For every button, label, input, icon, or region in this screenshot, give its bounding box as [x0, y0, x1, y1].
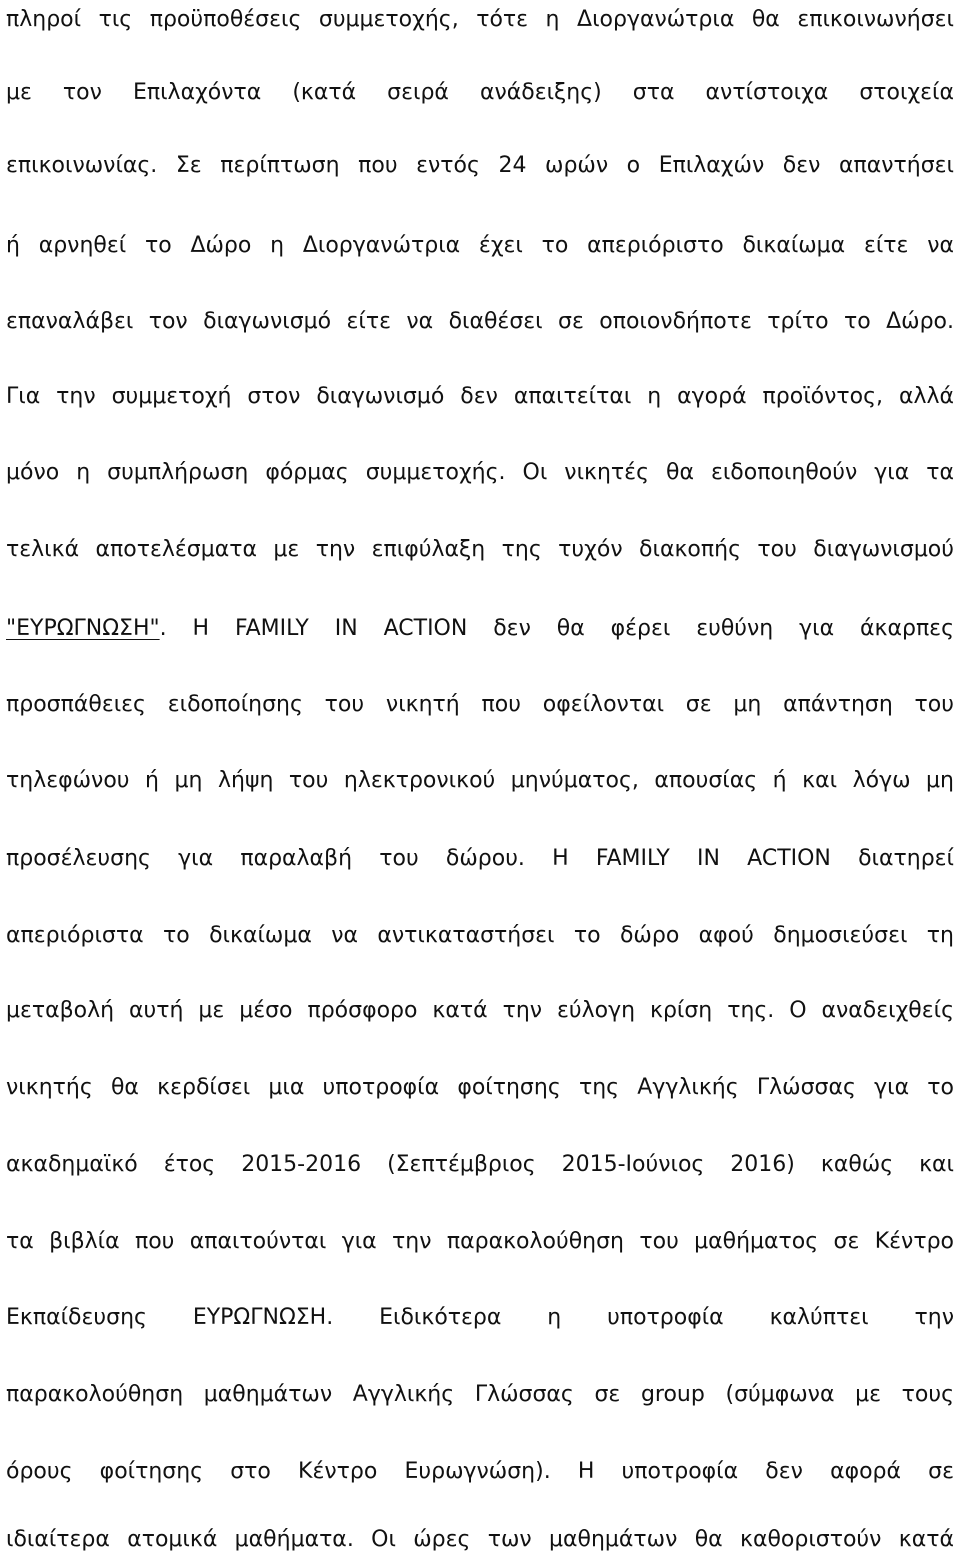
- text-line: ή αρνηθεί το Δώρο η Διοργανώτρια έχει το απεριόριστο δικαίωμα είτε να: [6, 233, 954, 258]
- text-line: [6, 609, 954, 649]
- text-line: ακαδημαϊκό έτος 2015-2016 (Σεπτέμβριος 2015-Ιούνιος 2016) καθώς και: [6, 1152, 954, 1177]
- text-line: Εκπαίδευσης ΕΥΡΩΓΝΩΣΗ. Ειδικότερα η υποτροφία καλύπτει την: [6, 1305, 954, 1330]
- text-line: ιδιαίτερα ατομικά μαθήματα. Οι ώρες των μαθημάτων θα καθοριστούν κατά: [6, 1527, 954, 1552]
- text-line: απεριόριστα το δικαίωμα να αντικαταστήσει το δώρο αφού δημοσιεύσει τη: [6, 923, 954, 948]
- text-line: όρους φοίτησης στο Κέντρο Ευρωγνώση). Η υποτροφία δεν αφορά σε: [6, 1459, 954, 1484]
- text-line: επαναλάβει τον διαγωνισμό είτε να διαθέσει σε οποιονδήποτε τρίτο το Δώρο.: [6, 309, 954, 334]
- text-line: προσπάθειες ειδοποίησης του νικητή που οφείλονται σε μη απάντηση του: [6, 692, 954, 717]
- text-line: με τον Επιλαχόντα (κατά σειρά ανάδειξης) στα αντίστοιχα στοιχεία: [6, 80, 954, 105]
- text-line: νικητής θα κερδίσει μια υποτροφία φοίτησης της Αγγλικής Γλώσσας για το: [6, 1075, 954, 1100]
- text-line: παρακολούθηση μαθημάτων Αγγλικής Γλώσσας σε group (σύμφωνα με τους: [6, 1382, 954, 1407]
- text-line: μεταβολή αυτή με μέσο πρόσφορο κατά την εύλογη κρίση της. Ο αναδειχθείς: [6, 998, 954, 1023]
- text-line: πληροί τις προϋποθέσεις συμμετοχής, τότε η Διοργανώτρια θα επικοινωνήσει: [6, 7, 954, 32]
- text-line: επικοινωνίας. Σε περίπτωση που εντός 24 ωρών ο Επιλαχών δεν απαντήσει: [6, 153, 954, 178]
- text-line: προσέλευσης για παραλαβή του δώρου. Η FAMILY IN ACTION διατηρεί: [6, 846, 954, 871]
- text-line: Για την συμμετοχή στον διαγωνισμό δεν απαιτείται η αγορά προϊόντος, αλλά: [6, 384, 954, 409]
- text-line: τηλεφώνου ή μη λήψη του ηλεκτρονικού μηνύματος, απουσίας ή και λόγω μη: [6, 768, 954, 793]
- underlined-name: "ΕΥΡΩΓΝΩΣΗ": [6, 616, 160, 641]
- text-run: . Η FAMILY IN ACTION δεν θα φέρει ευθύνη για άκαρπες: [159, 616, 954, 641]
- text-line: μόνο η συμπλήρωση φόρμας συμμετοχής. Οι νικητές θα ειδοποιηθούν για τα: [6, 460, 954, 485]
- text-line: τα βιβλία που απαιτούνται για την παρακολούθηση του μαθήματος σε Κέντρο: [6, 1229, 954, 1254]
- text-line: τελικά αποτελέσματα με την επιφύλαξη της τυχόν διακοπής του διαγωνισμού: [6, 537, 954, 562]
